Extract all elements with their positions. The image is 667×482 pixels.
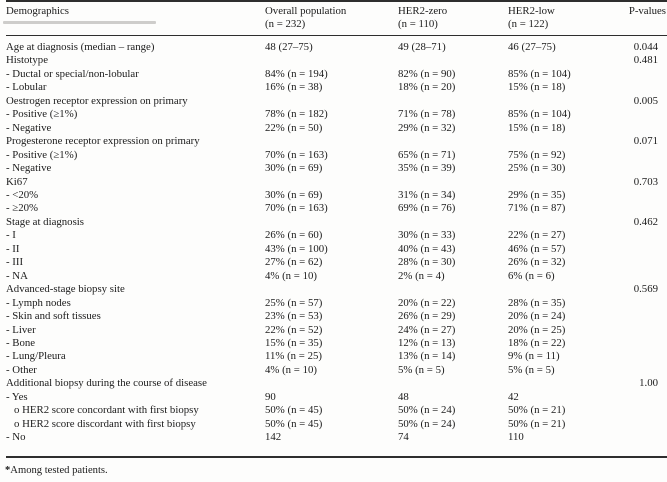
p-value-cell [608, 404, 667, 417]
p-value-cell [608, 243, 667, 256]
her2-zero-cell: 82% (n = 90) [398, 67, 456, 80]
her2-zero-cell: 20% (n = 22) [398, 296, 456, 309]
row-label: Additional biopsy during the course of disease [6, 377, 207, 390]
row-label: - Lung/Pleura [6, 350, 66, 363]
her2-low-cell: 71% (n = 87) [508, 202, 566, 215]
table-row [6, 229, 667, 242]
overall-cell: 70% (n = 163) [265, 148, 328, 161]
her2-zero-cell: 40% (n = 43) [398, 242, 456, 255]
header-her2-zero-label: HER2-zero [398, 5, 448, 17]
scan-artifact [3, 21, 156, 24]
p-value-cell: 0.005 [633, 94, 658, 107]
overall-cell [265, 216, 398, 229]
her2-zero-cell: 48 [398, 390, 409, 403]
p-value-cell [608, 324, 667, 337]
table-row [6, 108, 667, 121]
row-label: - Lymph nodes [6, 296, 71, 309]
her2-low-cell [508, 95, 608, 108]
her2-low-cell: 50% (n = 21) [508, 417, 566, 430]
overall-cell: 50% (n = 45) [265, 404, 323, 417]
her2-low-cell: 29% (n = 35) [508, 188, 566, 201]
her2-low-cell: 50% (n = 21) [508, 404, 566, 417]
her2-zero-cell: 29% (n = 32) [398, 121, 456, 134]
overall-cell: 43% (n = 100) [265, 242, 328, 255]
table-row [6, 418, 667, 431]
row-label: o HER2 score concordant with first biopsy [14, 404, 199, 417]
p-value-cell [608, 202, 667, 215]
p-value-cell [608, 418, 667, 431]
table-row [6, 122, 667, 135]
her2-low-cell: 6% (n = 6) [508, 269, 555, 282]
her2-low-cell [508, 377, 608, 390]
her2-low-cell [508, 54, 608, 67]
her2-zero-cell [398, 216, 508, 229]
table-row [6, 350, 667, 363]
header-overall-population [265, 1, 398, 36]
table-row [6, 391, 667, 404]
p-value-cell: 0.703 [633, 175, 658, 188]
row-label: - Skin and soft tissues [6, 310, 101, 323]
row-label: - Positive (≥1%) [6, 108, 78, 121]
footnote-asterisk: * [5, 464, 11, 476]
table-row [6, 135, 667, 148]
her2-zero-cell: 18% (n = 20) [398, 81, 456, 94]
header-her2-zero [398, 1, 508, 36]
her2-low-cell: 28% (n = 35) [508, 296, 566, 309]
overall-cell: 4% (n = 10) [265, 363, 317, 376]
her2-low-cell: 110 [508, 431, 524, 444]
her2-low-cell: 85% (n = 104) [508, 108, 571, 121]
her2-low-cell: 75% (n = 92) [508, 148, 566, 161]
her2-zero-cell: 71% (n = 78) [398, 108, 456, 121]
row-label: o HER2 score discordant with first biopsy [14, 417, 196, 430]
her2-low-cell: 15% (n = 18) [508, 121, 566, 134]
table-row [6, 270, 667, 283]
overall-cell: 15% (n = 35) [265, 336, 323, 349]
her2-zero-cell: 74 [398, 431, 409, 444]
p-value-cell: 0.044 [633, 41, 658, 53]
her2-zero-cell: 13% (n = 14) [398, 350, 456, 363]
table-row [6, 162, 667, 175]
row-label: - Other [6, 363, 37, 376]
overall-cell: 50% (n = 45) [265, 417, 323, 430]
her2-low-cell: 85% (n = 104) [508, 67, 571, 80]
overall-cell: 30% (n = 69) [265, 162, 323, 175]
row-label: - Yes [6, 390, 28, 403]
row-label: - I [6, 229, 16, 242]
row-label: Ki67 [6, 175, 28, 188]
row-label: - Negative [6, 162, 52, 175]
p-value-cell [608, 391, 667, 404]
p-value-cell [608, 68, 667, 81]
her2-zero-cell: 30% (n = 33) [398, 229, 456, 242]
overall-cell [265, 54, 398, 67]
her2-zero-cell: 49 (28–71) [398, 41, 446, 53]
overall-cell: 26% (n = 60) [265, 229, 323, 242]
p-value-cell: 0.569 [633, 283, 658, 296]
row-label: - II [6, 242, 20, 255]
her2-low-cell: 18% (n = 22) [508, 336, 566, 349]
header-her2-zero-n: (n = 110) [398, 18, 438, 30]
p-value-cell [608, 431, 667, 456]
her2-zero-cell: 35% (n = 39) [398, 162, 456, 175]
demographics-table [6, 0, 667, 458]
p-value-cell [608, 229, 667, 242]
her2-zero-cell: 65% (n = 71) [398, 148, 456, 161]
p-value-cell [608, 189, 667, 202]
row-label: - Liver [6, 323, 36, 336]
table-row [6, 68, 667, 81]
her2-low-cell: 46% (n = 57) [508, 242, 566, 255]
her2-zero-cell [398, 377, 508, 390]
header-her2-low-n: (n = 122) [508, 18, 549, 30]
her2-low-cell [508, 135, 608, 148]
p-value-cell [608, 297, 667, 310]
her2-zero-cell: 69% (n = 76) [398, 202, 456, 215]
row-label: - Negative [6, 121, 52, 134]
her2-zero-cell [398, 135, 508, 148]
her2-zero-cell [398, 283, 508, 296]
her2-low-cell: 20% (n = 25) [508, 323, 566, 336]
row-label: - III [6, 256, 24, 269]
table-row [6, 364, 667, 377]
row-label: - Lobular [6, 81, 47, 94]
p-value-cell [608, 81, 667, 94]
p-value-cell [608, 310, 667, 323]
row-label: Advanced-stage biopsy site [6, 283, 125, 296]
table-row [6, 377, 667, 390]
her2-zero-cell: 28% (n = 30) [398, 256, 456, 269]
her2-zero-cell: 2% (n = 4) [398, 269, 445, 282]
table-row [6, 310, 667, 323]
header-overall-label: Overall population [265, 5, 347, 17]
her2-zero-cell: 50% (n = 24) [398, 404, 456, 417]
overall-cell: 84% (n = 194) [265, 67, 328, 80]
overall-cell: 23% (n = 53) [265, 310, 323, 323]
table-row [6, 36, 667, 55]
header-her2-low [508, 1, 608, 36]
p-value-cell [608, 162, 667, 175]
her2-low-cell: 20% (n = 24) [508, 310, 566, 323]
row-label: Stage at diagnosis [6, 215, 84, 228]
overall-cell [265, 135, 398, 148]
her2-low-cell: 26% (n = 32) [508, 256, 566, 269]
table-row [6, 297, 667, 310]
her2-low-cell: 46 (27–75) [508, 41, 556, 53]
her2-low-cell: 15% (n = 18) [508, 81, 566, 94]
her2-zero-cell: 12% (n = 13) [398, 336, 456, 349]
overall-cell [265, 283, 398, 296]
overall-cell [265, 377, 398, 390]
table-row [6, 404, 667, 417]
her2-zero-cell: 26% (n = 29) [398, 310, 456, 323]
header-her2-low-label: HER2-low [508, 5, 555, 17]
overall-cell: 22% (n = 50) [265, 121, 323, 134]
header-pvalues: P-values [608, 1, 667, 36]
row-label: Histotype [6, 54, 48, 67]
row-label: - No [6, 431, 26, 444]
table-row [6, 283, 667, 296]
overall-cell [265, 95, 398, 108]
her2-zero-cell: 5% (n = 5) [398, 363, 445, 376]
p-value-cell [608, 108, 667, 121]
row-label: - Ductal or special/non-lobular [6, 67, 139, 80]
table-header [6, 1, 667, 36]
footnote [5, 464, 667, 477]
table-row [6, 54, 667, 67]
table-row [6, 431, 667, 456]
table-body [6, 36, 667, 457]
p-value-cell: 0.462 [633, 215, 658, 228]
her2-low-cell: 25% (n = 30) [508, 162, 566, 175]
her2-zero-cell [398, 54, 508, 67]
overall-cell [265, 176, 398, 189]
row-label: - NA [6, 269, 28, 282]
row-label: Age at diagnosis (median – range) [6, 41, 155, 53]
her2-zero-cell: 24% (n = 27) [398, 323, 456, 336]
her2-low-cell [508, 283, 608, 296]
footnote-text: Among tested patients. [10, 464, 108, 476]
table-row [6, 243, 667, 256]
row-label: - ≥20% [6, 202, 39, 215]
her2-low-cell [508, 176, 608, 189]
p-value-cell [608, 364, 667, 377]
overall-cell: 142 [265, 431, 282, 444]
table-row [6, 324, 667, 337]
row-label: - <20% [6, 188, 39, 201]
overall-cell: 11% (n = 25) [265, 350, 322, 363]
p-value-cell [608, 350, 667, 363]
overall-cell: 90 [265, 390, 276, 403]
p-value-cell [608, 149, 667, 162]
header-overall-n: (n = 232) [265, 18, 306, 30]
p-value-cell [608, 122, 667, 135]
overall-cell: 27% (n = 62) [265, 256, 323, 269]
table-row [6, 176, 667, 189]
row-label: - Positive (≥1%) [6, 148, 78, 161]
overall-cell: 70% (n = 163) [265, 202, 328, 215]
overall-cell: 4% (n = 10) [265, 269, 317, 282]
her2-zero-cell [398, 176, 508, 189]
her2-low-cell: 22% (n = 27) [508, 229, 566, 242]
p-value-cell [608, 337, 667, 350]
her2-low-cell [508, 216, 608, 229]
overall-cell: 30% (n = 69) [265, 188, 323, 201]
header-demographics: Demographics [6, 1, 265, 36]
p-value-cell [608, 270, 667, 283]
row-label: Progesterone receptor expression on primary [6, 135, 200, 148]
her2-zero-cell [398, 95, 508, 108]
p-value-cell [608, 256, 667, 269]
row-label: - Bone [6, 336, 36, 349]
p-value-cell: 0.481 [633, 54, 658, 67]
p-value-cell: 1.00 [639, 377, 658, 390]
table-row [6, 95, 667, 108]
her2-low-cell: 5% (n = 5) [508, 363, 555, 376]
table-row [6, 337, 667, 350]
overall-cell: 22% (n = 52) [265, 323, 323, 336]
table-row [6, 202, 667, 215]
her2-low-cell: 9% (n = 11) [508, 350, 560, 363]
overall-cell: 25% (n = 57) [265, 296, 323, 309]
table-header-row [6, 1, 667, 36]
table-row [6, 189, 667, 202]
overall-cell: 48 (27–75) [265, 41, 313, 53]
table-row [6, 149, 667, 162]
her2-zero-cell: 31% (n = 34) [398, 188, 456, 201]
table-row [6, 81, 667, 94]
table-row [6, 256, 667, 269]
p-value-cell: 0.071 [633, 135, 658, 148]
her2-zero-cell: 50% (n = 24) [398, 417, 456, 430]
row-label: Oestrogen receptor expression on primary [6, 94, 188, 107]
overall-cell: 78% (n = 182) [265, 108, 328, 121]
table-row [6, 216, 667, 229]
her2-low-cell: 42 [508, 390, 519, 403]
overall-cell: 16% (n = 38) [265, 81, 323, 94]
